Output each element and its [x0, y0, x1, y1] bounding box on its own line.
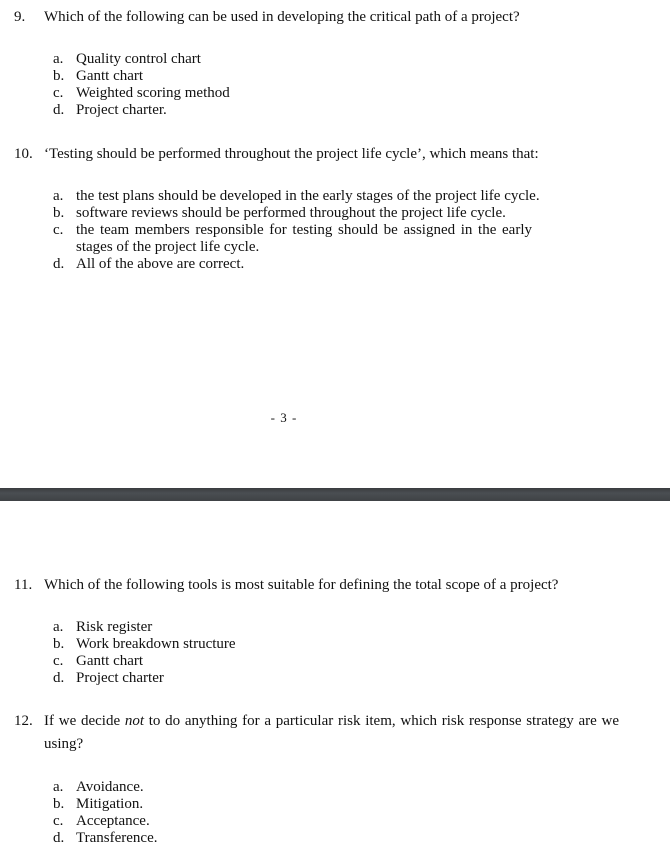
- question-text: Which of the following can be used in developing the critical path of a project?: [44, 9, 520, 25]
- option-text: All of the above are correct.: [76, 256, 245, 272]
- option-text: Weighted scoring method: [76, 85, 230, 101]
- question-12: [14, 710, 654, 756]
- option-letter: b.: [53, 796, 65, 812]
- question-text: [44, 710, 619, 756]
- option-text: software reviews should be performed throughout the project life cycle.: [76, 205, 506, 221]
- option-text: Project charter.: [76, 102, 167, 118]
- option-letter: d.: [53, 830, 65, 846]
- option-text: Gantt chart: [76, 68, 144, 84]
- option-letter: c.: [53, 653, 64, 669]
- option-letter: c.: [53, 85, 64, 101]
- question-number: 11.: [14, 577, 33, 593]
- option-text: the test plans should be developed in the early stages of the project life cycle.: [76, 188, 540, 204]
- question-9: [14, 9, 634, 26]
- option-letter: a.: [53, 51, 64, 67]
- option-text: Transference.: [76, 830, 158, 846]
- question-11: [14, 577, 634, 594]
- option-text: Acceptance.: [76, 813, 150, 829]
- option-letter: d.: [53, 256, 65, 272]
- question-text-part: If we decide: [44, 713, 125, 729]
- question-text-part: to do anything for a particular risk item, which risk response strategy are we using?: [44, 713, 619, 752]
- option-letter: a.: [53, 619, 64, 635]
- option-letter: d.: [53, 670, 65, 686]
- option-text: Work breakdown structure: [76, 636, 236, 652]
- page-separator: [0, 488, 670, 501]
- option-letter: c.: [53, 222, 64, 238]
- option-text: Risk register: [76, 619, 153, 635]
- question-number: 10.: [14, 146, 33, 162]
- option-letter: a.: [53, 188, 64, 204]
- option-text: Mitigation.: [76, 796, 144, 812]
- option-text: Avoidance.: [76, 779, 144, 795]
- question-text: ‘Testing should be performed throughout the project life cycle’, which means that:: [44, 146, 539, 162]
- option-text: Gantt chart: [76, 653, 144, 669]
- question-text: Which of the following tools is most suitable for defining the total scope of a project?: [44, 577, 559, 593]
- option-letter: a.: [53, 779, 64, 795]
- question-text-emphasis: not: [124, 713, 145, 729]
- question-10: [14, 146, 634, 163]
- option-text: Quality control chart: [76, 51, 201, 67]
- question-number: 12.: [14, 713, 33, 729]
- option-letter: d.: [53, 102, 65, 118]
- option-text: the team members responsible for testing should be assigned in the early stages of the project life cycle.: [76, 222, 532, 255]
- option-letter: c.: [53, 813, 64, 829]
- option-letter: b.: [53, 636, 65, 652]
- option-text: Project charter: [76, 670, 164, 686]
- question-number: 9.: [14, 9, 26, 25]
- option-letter: b.: [53, 68, 65, 84]
- page-number: - 3 -: [270, 410, 298, 425]
- option-letter: b.: [53, 205, 65, 221]
